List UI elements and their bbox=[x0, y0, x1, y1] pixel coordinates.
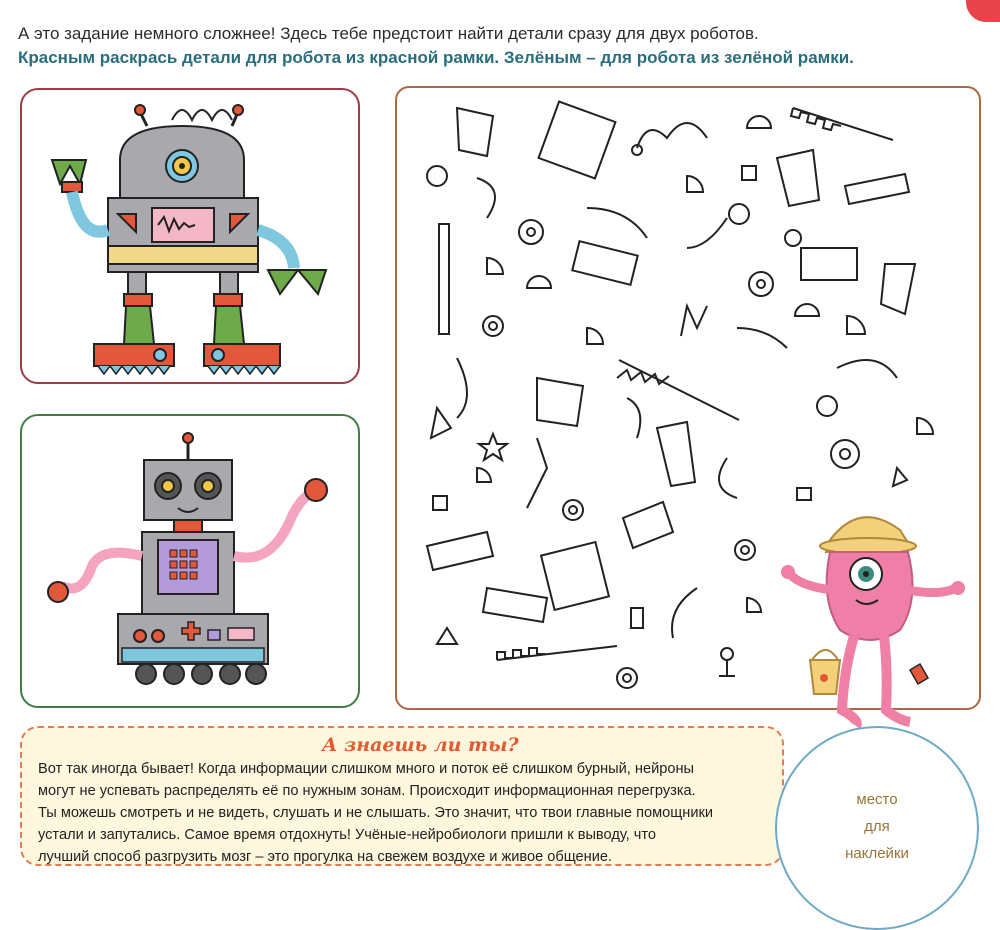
green-frame-robot bbox=[20, 414, 360, 708]
fact-line: Вот так иногда бывает! Когда информации слишком много и поток её слишком бурный, нейроны bbox=[38, 761, 694, 777]
mascot-illustration bbox=[770, 500, 970, 730]
sticker-label-line: место bbox=[856, 791, 898, 808]
fact-line: лучший способ разгрузить мозг – это прогулка на свежем воздухе и живое общение. bbox=[38, 849, 613, 865]
sticker-label bbox=[777, 786, 977, 867]
task-instruction: Красным раскрась детали для робота из красной рамки. Зелёным – для робота из зелёной рамки. bbox=[18, 48, 854, 67]
pink-mascot bbox=[770, 500, 970, 735]
page-corner-decoration bbox=[966, 0, 1000, 22]
sticker-label-line: наклейки bbox=[845, 845, 909, 862]
did-you-know-title: А знаешь ли ты? bbox=[322, 734, 519, 756]
green-robot-illustration bbox=[22, 416, 358, 706]
sticker-placeholder[interactable] bbox=[775, 726, 979, 930]
did-you-know-box bbox=[20, 726, 784, 866]
red-robot-illustration bbox=[22, 90, 358, 382]
sticker-label-line: для bbox=[864, 818, 890, 835]
intro-text: А это задание немного сложнее! Здесь тебе предстоит найти детали сразу для двух роботов. bbox=[18, 24, 759, 43]
red-frame-robot bbox=[20, 88, 360, 384]
fact-line: устали и запутались. Самое время отдохнуть! Учёные-нейробиологи пришли к выводу, что bbox=[38, 827, 657, 843]
did-you-know-text bbox=[38, 758, 778, 868]
fact-line: могут не успевать распределять её по нужным зонам. Происходит информационная перегрузка. bbox=[38, 783, 696, 799]
fact-line: Ты можешь смотреть и не видеть, слушать и не слышать. Это значит, что твои главные помощники bbox=[38, 805, 714, 821]
